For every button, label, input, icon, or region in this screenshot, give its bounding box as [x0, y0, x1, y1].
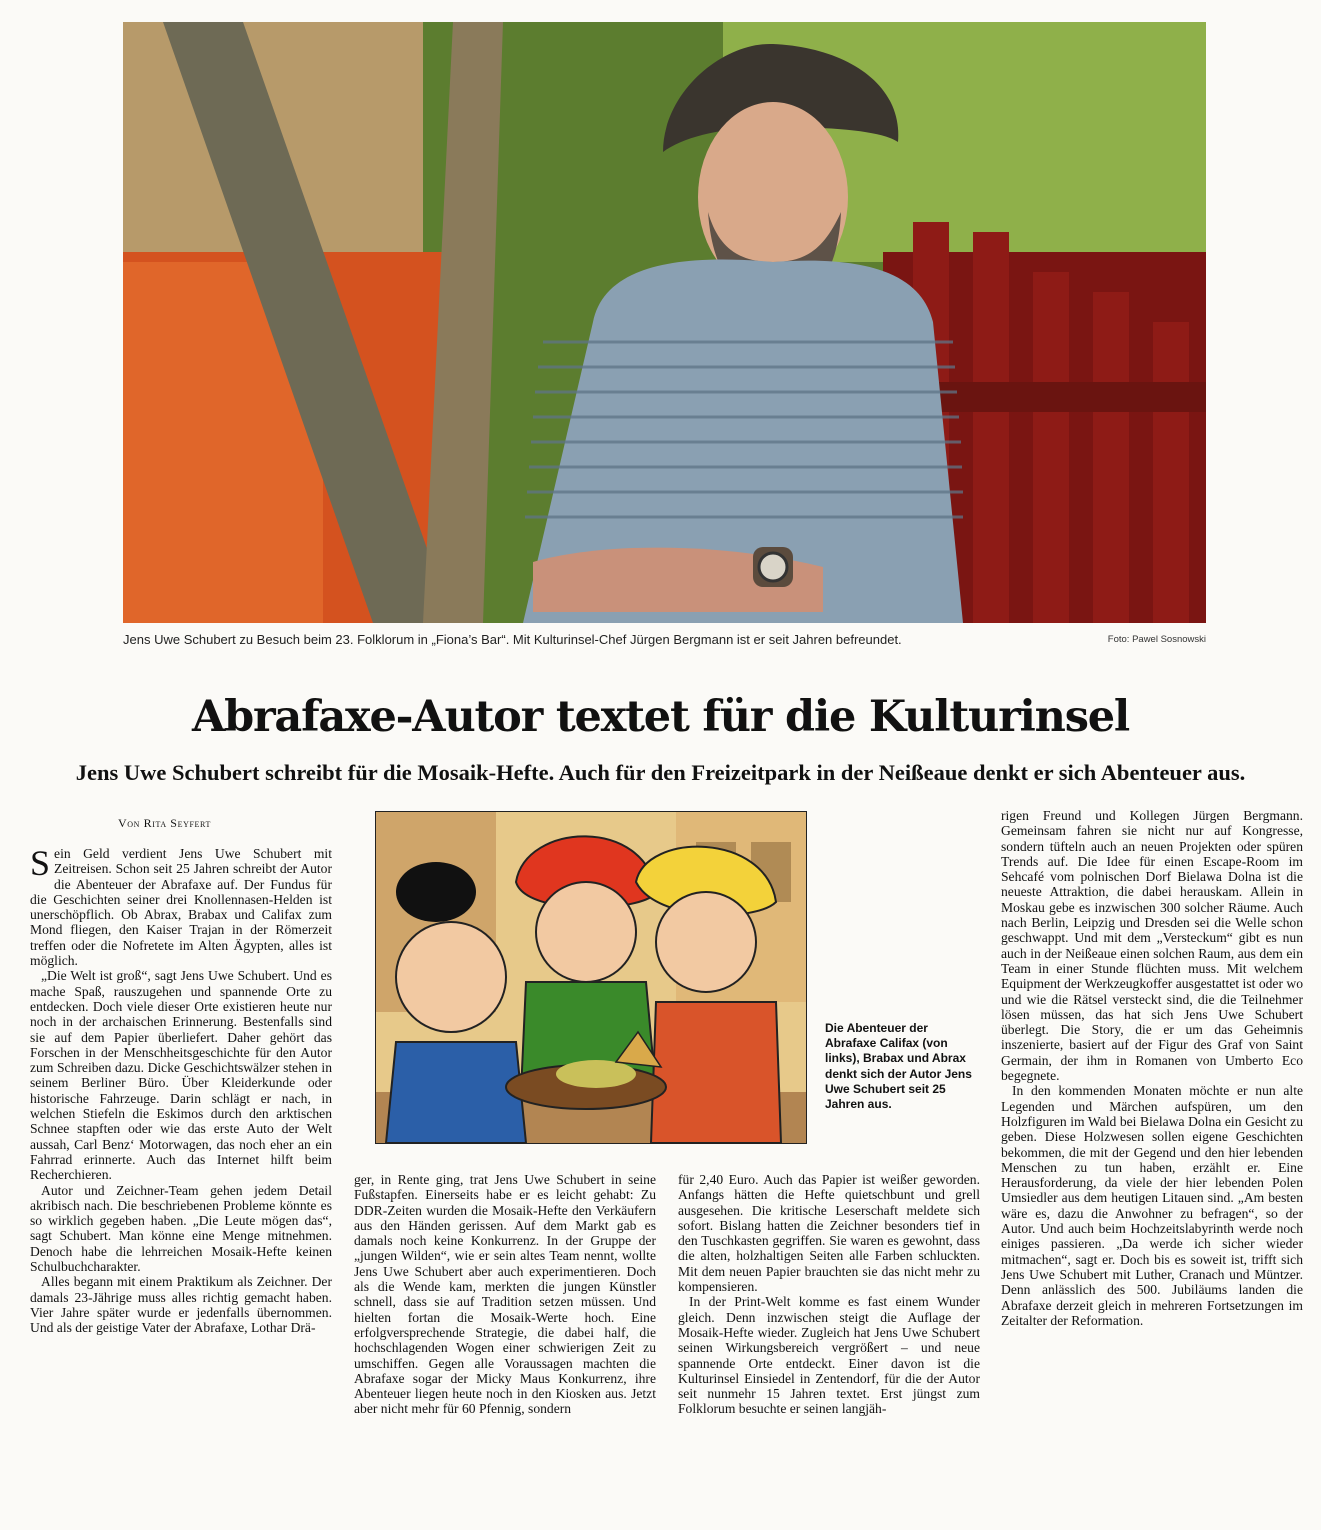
abrafaxe-comic-image	[375, 811, 807, 1144]
article-headline: Abrafaxe-Autor textet für die Kulturinsel	[191, 692, 1130, 742]
author-photo	[123, 22, 1206, 623]
paragraph: ger, in Rente ging, trat Jens Uwe Schubert in seine Fußstapfen. Einerseits habe er es leicht gehabt: Zu DDR-Zeiten wurden die Mosaik-Hefte den Verkäufern aus den Händen gerissen. Auf dem Markt gab es damals noch keine Konkurrenz. In der Gruppe der „jungen Wilden“, wie er sein altes Team nennt, wollte Jens Uwe Schubert aber auch experimentieren. Doch als die Wende kam, merkten die jungen Künstler schnell, dass sie auf Tradition setzen müssen. Und hielten fortan die Mosaik-Werte hoch. Eine erfolgversprechende Strategie, die dabei half, die hochschlagenden Wogen einer schwierigen Zeit zu umschiffen. Gegen alle Voraussagen machten die Abrafaxe sogar der Micky Maus Konkurrenz, ihre Abenteuer liegen heute noch in den Kiosken aus. Jetzt aber nicht mehr für 60 Pfennig, sondern	[354, 1172, 656, 1417]
article-byline: Von Rita Seyfert	[118, 816, 211, 830]
paragraph-text: ein Geld verdient Jens Uwe Schubert mit Zeitreisen. Schon seit 25 Jahren schreibt der Autor die Abenteuer der Abrafaxe auf. Der Fundus für die Geschichten seiner drei Knollennasen-Helden ist unerschöpflich. Ob Abrax, Brabax und Califax zum Mond fliegen, den Kaiser Trajan in der Römerzeit treffen oder die Nofretete im Alten Ägypten, alles ist möglich.	[30, 846, 332, 969]
photo-caption-text: Jens Uwe Schubert zu Besuch beim 23. Folklorum in „Fiona’s Bar“. Mit Kulturinsel-Chef Jürgen Bergmann ist er seit Jahren befreundet.	[123, 632, 902, 647]
comic-caption: Die Abenteuer der Abrafaxe Califax (von links), Brabax und Abrax denkt sich der Autor Jens Uwe Schubert seit 25 Jahren aus.	[825, 1021, 972, 1112]
article-column-2	[354, 1172, 656, 1417]
comic-artwork	[376, 812, 806, 1143]
paragraph: Autor und Zeichner-Team gehen jedem Detail akribisch nach. Die beschriebenen Probleme könnte es so wirklich gegeben haben. „Die Leute mögen das“, sagt Schubert. Man könne eine Menge mitnehmen. Denoch habe die lehrreichen Mosaik-Hefte keinen Schulbuchcharakter.	[30, 1182, 332, 1275]
paragraph: In den kommenden Monaten möchte er nun alte Legenden und Märchen aufspüren, um den Holzfiguren im Wald bei Bielawa Dolna ein Gesicht zu geben. Diese Holzwesen sollen eigene Geschichten bekommen, die mit der Gegend und den hier lebenden Menschen zu tun haben, erzählt er. Eine Herausforderung, da viele der hier lebenden Polen Umsiedler aus dem heutigen Litauen sind. „Am besten wäre es, dazu die Anwohner zu befragen“, so der Autor. Und auch beim Hochzeitslabyrinth werde noch einiges passieren. „Da werde ich sicher wieder mitmachen“, sagt er. Doch bis es soweit ist, trifft sich Jens Uwe Schubert mit Luther, Cranach und Müntzer. Denn anlässlich des 500. Jubiläums landen die Abrafaxe derzeit gleich in mehreren Fortsetzungen im Zeitalter der Reformation.	[1001, 1083, 1303, 1328]
drop-cap: S	[30, 843, 51, 883]
paragraph: rigen Freund und Kollegen Jürgen Bergmann. Gemeinsam fahren sie nicht nur auf Kongresse, sondern tüfteln auch an neuen Projekten oder spüren Trends auf. Die Idee für einen Escape-Room im Sehcafé vom polnischen Dorf Bielawa Dolna ist die neueste Attraktion, die dabei herauskam. Allein in Moskau gebe es inzwischen 300 solcher Räume. Auch nach Berlin, Leipzig und Dresden sei die Welle schon geschwappt. Und mit dem „Versteckum“ gibt es nun auch in der Neißeaue einen solchen Raum, aus dem ein Team in einer Stunde flüchten muss. Mit welchem Equipment der Werkzeugkoffer ausgestattet ist oder wo und wie die Rätsel versteckt sind, die die Teilnehmer lösen müssen, das hat sich Jens Uwe Schubert überlegt. Die Story, die er um das Geheimnis inszenierte, basiert auf der Figur des Graf von Saint Germain, der ihm in Romanen von Umberto Eco begegnete.	[1001, 808, 1303, 1084]
paragraph: Alles begann mit einem Praktikum als Zeichner. Der damals 23-Jährige muss alles richtig gemacht haben. Vier Jahre später wurde er jedenfalls übernommen. Und als der geistige Vater der Abrafaxe, Lothar Drä-	[30, 1274, 332, 1336]
article-column-4	[1001, 808, 1303, 1328]
article-column-1	[30, 843, 332, 1336]
photo-caption	[123, 632, 1206, 647]
paragraph	[30, 843, 332, 969]
article-subheadline: Jens Uwe Schubert schreibt für die Mosaik-Hefte. Auch für den Freizeitpark in der Neißeaue denkt er sich Abenteuer aus.	[75, 760, 1246, 785]
article-column-3	[678, 1172, 980, 1417]
author-photo-image	[123, 22, 1206, 623]
photo-credit: Foto: Pawel Sosnowski	[1107, 634, 1206, 645]
paragraph: In der Print-Welt komme es fast einem Wunder gleich. Denn inzwischen steigt die Auflage der Mosaik-Hefte wieder. Zugleich hat Jens Uwe Schubert seinen Wirkungsbereich vergrößert – und neue spannende Orte entdeckt. Einer davon ist die Kulturinsel Einsiedel in Zentendorf, für die der Autor seit nunmehr 15 Jahren textet. Erst jüngst zum Folklorum besuchte er seinen langjäh-	[678, 1294, 980, 1417]
paragraph: für 2,40 Euro. Auch das Papier ist weißer geworden. Anfangs hätten die Hefte quietschbunt und grell ausgesehen. Die kritische Leserschaft meldete sich sofort. Bislang hatten die Zeichner besonders tief in den Tuschkasten gegriffen. Sie waren es gewohnt, dass die alten, holzhaltigen Seiten alle Farben schluckten. Mit dem neuen Papier brauchten sie das nicht mehr zu kompensieren.	[678, 1172, 980, 1295]
paragraph: „Die Welt ist groß“, sagt Jens Uwe Schubert. Und es mache Spaß, rauszugehen und spannende Orte zu entdecken. Doch viele dieser Orte existieren heute nur noch in der archaischen Erinnerung. Bestenfalls sind sie auf dem Papier überliefert. Daher gehört das Forschen in der Menschheitsgeschichte für den Autor zum Schreiben dazu. Dicke Geschichtswälzer stehen in seinem Berliner Büro. Über Kleiderkunde oder historische Fahrzeuge. Darin schlägt er nach, in welchen Stiefeln die Eskimos durch den arktischen Schnee stapften oder wie das erste Auto der Welt aussah, Carl Benz‘ Motorwagen, das noch eher an ein Fahrrad erinnerte. Auch das Internet hilft beim Recherchieren.	[30, 968, 332, 1183]
